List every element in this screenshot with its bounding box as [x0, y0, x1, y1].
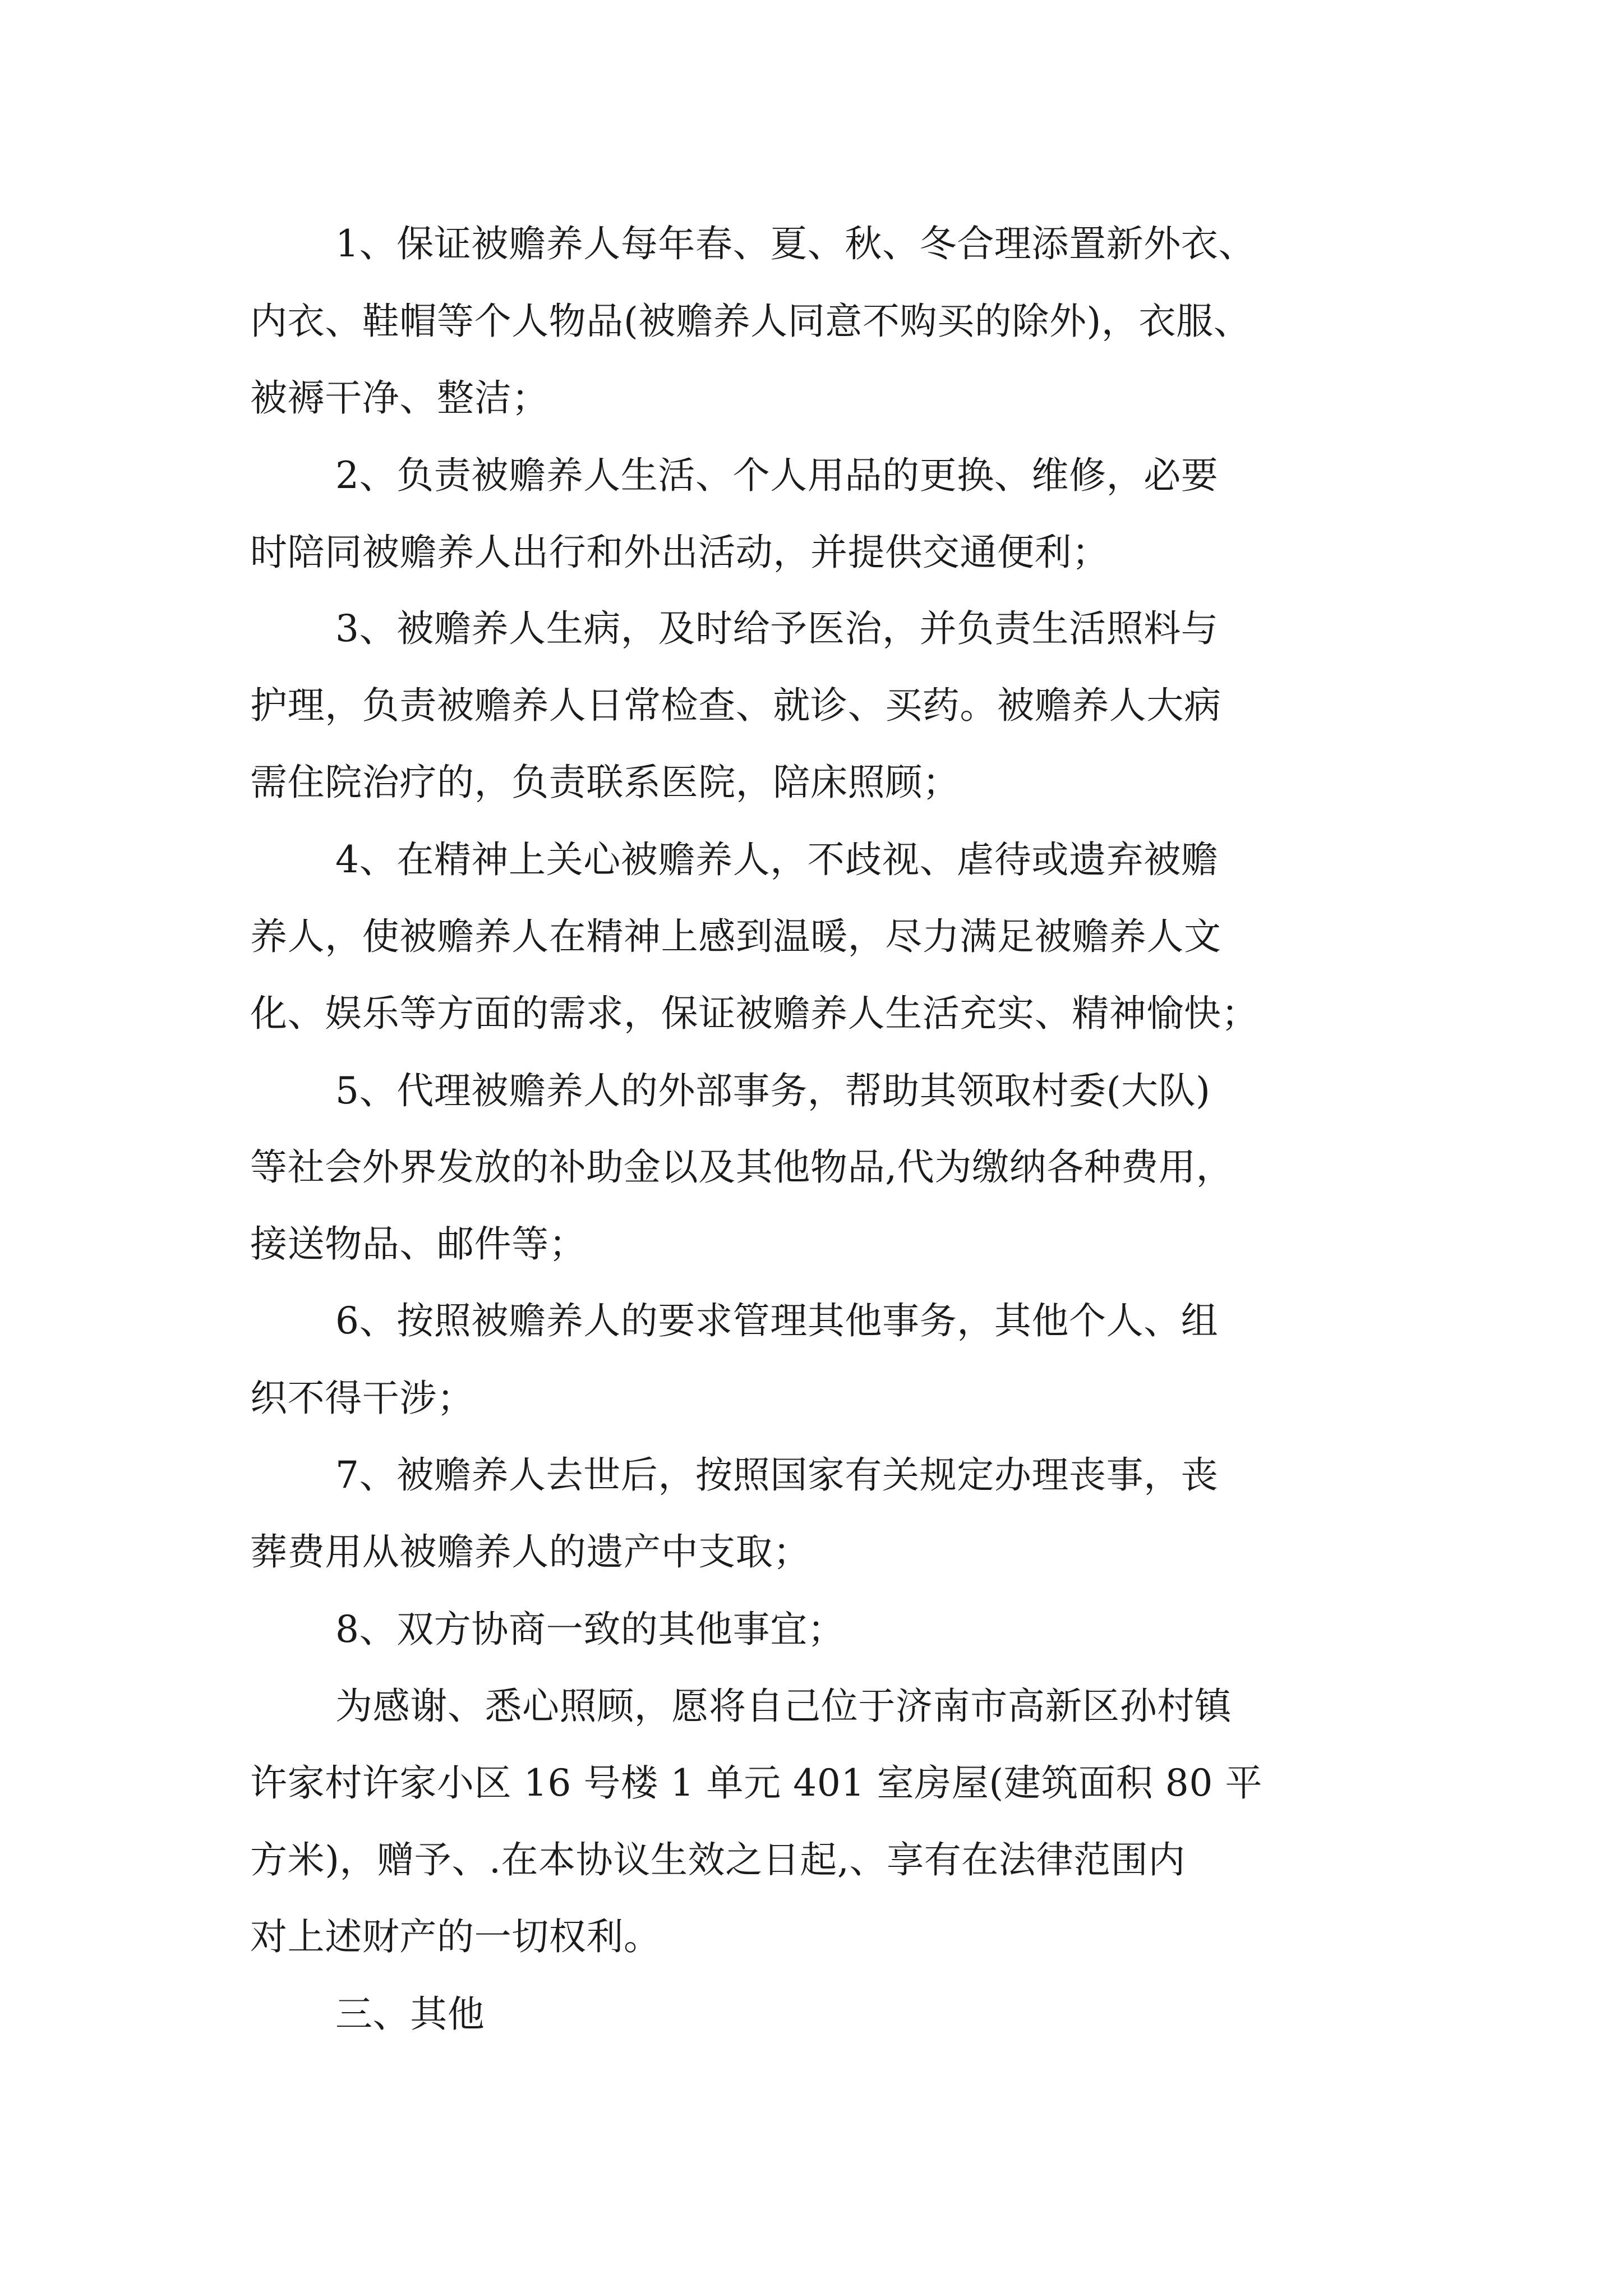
paragraph-2-line-1: 2、负责被赡养人生活、个人用品的更换、维修，必要	[335, 454, 1219, 497]
paragraph-5-line-2: 等社会外界发放的补助金以及其他物品,代为缴纳各种费用，	[250, 1145, 1234, 1189]
paragraph-1-line-2: 内衣、鞋帽等个人物品(被赡养人同意不购买的除外)，衣服、	[250, 300, 1251, 343]
paragraph-9-line-4: 对上述财产的一切权利。	[250, 1915, 661, 1958]
paragraph-5-line-1: 5、代理被赡养人的外部事务，帮助其领取村委(大队)	[335, 1069, 1211, 1112]
paragraph-5-line-3: 接送物品、邮件等；	[250, 1222, 587, 1266]
paragraph-4-line-2: 养人，使被赡养人在精神上感到温暖，尽力满足被赡养人文	[250, 915, 1221, 958]
paragraph-9-line-1: 为感谢、悉心照顾，愿将自己位于济南市高新区孙村镇	[335, 1685, 1232, 1728]
paragraph-6-line-1: 6、按照被赡养人的要求管理其他事务，其他个人、组	[335, 1299, 1219, 1342]
paragraph-3-line-1: 3、被赡养人生病，及时给予医治，并负责生活照料与	[335, 607, 1219, 650]
paragraph-7-line-1: 7、被赡养人去世后，按照国家有关规定办理丧事，丧	[335, 1453, 1219, 1497]
paragraph-3-line-3: 需住院治疗的，负责联系医院，陪床照顾；	[250, 761, 960, 804]
paragraph-1-line-3: 被褥干净、整洁；	[250, 376, 549, 420]
paragraph-1-line-1: 1、保证被赡养人每年春、夏、秋、冬合理添置新外衣、	[335, 222, 1256, 265]
paragraph-3-line-2: 护理，负责被赡养人日常检查、就诊、买药。被赡养人大病	[250, 684, 1221, 727]
paragraph-2-line-2: 时陪同被赡养人出行和外出活动，并提供交通便利；	[250, 531, 1109, 574]
paragraph-8-line-1: 8、双方协商一致的其他事宜；	[335, 1608, 845, 1651]
paragraph-9-line-3: 方米)，赠予、.在本协议生效之日起,、享有在法律范围内	[250, 1838, 1186, 1881]
paragraph-4-line-1: 4、在精神上关心被赡养人，不歧视、虐待或遗弃被赡	[335, 838, 1219, 881]
section-heading-other: 三、其他	[335, 1993, 485, 2036]
paragraph-4-line-3: 化、娱乐等方面的需求，保证被赡养人生活充实、精神愉快；	[250, 992, 1259, 1035]
paragraph-6-line-2: 织不得干涉；	[250, 1377, 474, 1420]
paragraph-9-line-2: 许家村许家小区 16 号楼 1 单元 401 室房屋(建筑面积 80 平	[250, 1761, 1263, 1805]
paragraph-7-line-2: 葬费用从被赡养人的遗产中支取；	[250, 1530, 810, 1573]
